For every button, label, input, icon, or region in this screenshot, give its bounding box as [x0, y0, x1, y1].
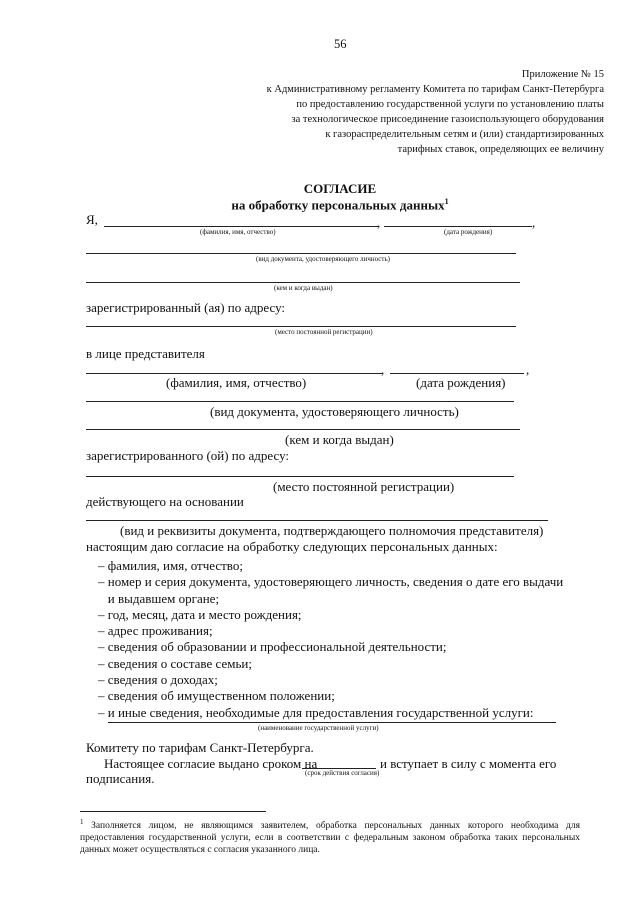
appendix-line: к газораспределительным сетям и (или) стандартизированных — [325, 129, 604, 140]
rep-issued-hint: (кем и когда выдан) — [285, 432, 394, 447]
ya-label: Я, — [86, 212, 98, 227]
fio-field-line[interactable] — [104, 226, 378, 227]
rep-issued-field-line[interactable] — [86, 429, 520, 430]
footnote-body — [80, 818, 580, 857]
rep-doc-field-line[interactable] — [86, 401, 514, 402]
appendix-line: по предоставлению государственной услуги по установлению платы — [296, 99, 604, 110]
basis-field-line[interactable] — [86, 520, 548, 521]
list-item: – сведения о составе семьи; — [98, 655, 252, 671]
term-prefix: Настоящее согласие выдано сроком на — [104, 756, 318, 771]
term-end: подписания. — [86, 771, 155, 786]
address-hint: (место постоянной регистрации) — [275, 328, 373, 336]
document-title: СОГЛАСИЕ — [303, 181, 377, 196]
list-item: – год, месяц, дата и место рождения; — [98, 606, 302, 622]
doc-hint: (вид документа, удостоверяющего личность) — [256, 255, 391, 263]
rep-address-hint: (место постоянной регистрации) — [273, 479, 455, 494]
list-item: – сведения об образовании и профессиональной деятельности; — [98, 639, 447, 655]
term-hint: (срок действия согласия) — [305, 769, 380, 777]
registered-label: зарегистрированный (ая) по адресу: — [86, 300, 286, 315]
rep-registered-label: зарегистрированного (ой) по адресу: — [86, 448, 290, 463]
service-hint: (наименование государственной услуги) — [258, 724, 379, 732]
page-number: 56 — [334, 37, 347, 51]
basis-hint: (вид и реквизиты документа, подтверждающего полномочия представителя) — [120, 523, 544, 538]
appendix-line: за технологическое присоединение газоиспользующего оборудования — [291, 114, 604, 125]
appendix-header — [204, 67, 604, 157]
rep-fio-hint: (фамилия, имя, отчество) — [166, 375, 307, 390]
issued-field-line[interactable] — [86, 282, 520, 283]
comma: , — [381, 362, 385, 377]
appendix-line: к Административному регламенту Комитета по тарифам Санкт-Петербурга — [266, 84, 604, 95]
footnote-text: Заполняется лицом, не являющимся заявителем, обработка персональных данных которого необходима для предоставления государственной услуги, если в соответствии с федеральным законом обработка таких персональных данных может осуществляться с согласия указанного лица. — [80, 821, 580, 855]
document-subtitle — [0, 198, 640, 211]
appendix-line: Приложение № 15 — [521, 69, 604, 80]
footnote — [80, 818, 580, 857]
list-item: – адрес проживания; — [98, 623, 213, 639]
committee-text: Комитету по тарифам Санкт-Петербурга. — [86, 740, 314, 755]
comma: , — [532, 215, 536, 230]
birth-hint: (дата рождения) — [444, 228, 493, 236]
list-item: – фамилия, имя, отчество; — [98, 558, 243, 573]
rep-address-field-line[interactable] — [86, 476, 514, 477]
subtitle-text: на обработку персональных данных — [231, 197, 445, 213]
rep-birth-field-line[interactable] — [390, 373, 524, 374]
term-suffix: и вступает в силу с момента его — [380, 756, 557, 771]
service-field-line[interactable] — [108, 722, 556, 723]
rep-doc-hint: (вид документа, удостоверяющего личность) — [210, 404, 459, 419]
address-field-line[interactable] — [86, 326, 516, 327]
issued-hint: (кем и когда выдан) — [274, 284, 333, 292]
consent-items-list — [98, 558, 588, 721]
list-item: – номер и серия документа, удостоверяющего личность, сведения о дате его выдачи — [98, 574, 564, 590]
list-item: – сведения об имущественном положении; — [98, 688, 335, 704]
comma: , — [526, 362, 530, 377]
doc-field-line[interactable] — [86, 253, 516, 254]
list-item: и выдавшем органе; — [98, 590, 220, 606]
rep-birth-hint: (дата рождения) — [416, 375, 506, 390]
list-item: – сведения о доходах; — [98, 672, 218, 688]
birth-field-line[interactable] — [384, 226, 532, 227]
appendix-line: тарифных ставок, определяющих ее величину — [397, 144, 604, 155]
rep-fio-field-line[interactable] — [86, 373, 382, 374]
basis-label: действующего на основании — [86, 494, 244, 509]
comma: , — [377, 215, 381, 230]
footnote-mark: 1 — [80, 818, 84, 826]
footnote-separator — [80, 811, 266, 812]
fio-hint: (фамилия, имя, отчество) — [200, 228, 276, 236]
footnote-mark: 1 — [444, 197, 449, 206]
consent-intro: настоящим даю согласие на обработку следующих персональных данных: — [86, 539, 498, 554]
representative-label: в лице представителя — [86, 346, 205, 361]
list-item: – и иные сведения, необходимые для предоставления государственной услуги: — [98, 704, 534, 720]
